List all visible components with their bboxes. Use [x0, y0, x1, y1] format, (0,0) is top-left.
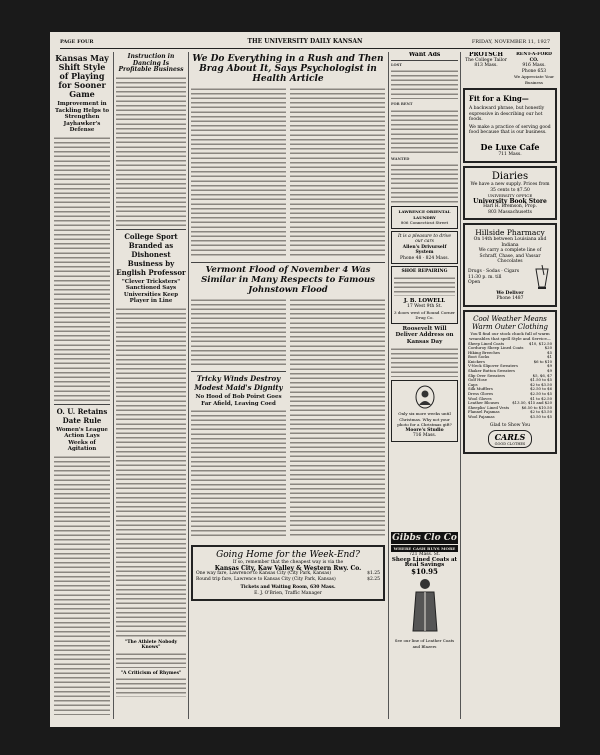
headline-winds: Tricky Winds Destroy Modest Maid's Dignity — [194, 374, 283, 392]
shoe-addr: 17 West 9th St. — [407, 304, 442, 310]
clothing-item-name: V-Neck Slipover Sweaters — [468, 363, 518, 369]
clothing-item-name: Dress Gloves — [468, 391, 494, 397]
article-text-2 — [54, 455, 110, 715]
headline-vermont: Vermont Flood of November 4 Was Similar in Many Respects to Famous Johnstown Flood — [201, 265, 375, 295]
clothing-item-name: Hiking Breeches — [468, 349, 500, 355]
headline-kansas: Kansas May Shift Style of Playing for Sooner Game — [55, 53, 109, 99]
cafe-text-2: We make a practice of serving good food because that is our business. — [469, 124, 551, 135]
protsch-addr: 813 Mass. — [474, 63, 498, 68]
pharmacy-phone: Phone 1487 — [496, 296, 524, 301]
article-text-3 — [116, 76, 186, 226]
clothing-item-price: $2.50 to $6 — [530, 386, 552, 392]
bookstore-owner: Harl H. Bremson, Prop. — [483, 204, 537, 209]
clothing-item-price: $13.50, $15 and $20 — [512, 400, 552, 406]
clothing-item-price: $3.50 to $5 — [530, 414, 552, 419]
headline-ou: O. U. Retains Date Rule — [56, 406, 108, 425]
laundry-addr: 806 Connecticut Street — [400, 220, 449, 226]
shoe-text — [394, 276, 455, 296]
notice-text-2 — [116, 677, 186, 697]
clothing-item-name: Golf Hose — [468, 377, 487, 383]
subhead-winds: No Hood of Bob Poirst Goes Far Afield, Leaving Coed — [195, 394, 282, 407]
headline-rush: We Do Everything in a Rush and Then Brag About It, Says Psychologist in Health Article — [192, 54, 384, 84]
carls-glad: Glad to Show You — [489, 422, 531, 428]
allen-phone: Phone 48 · 824 Mass. — [399, 255, 449, 261]
weather-sub: You'll find our stock chuck full of warm wearables that spell Style and Service— — [469, 330, 551, 341]
clothing-item-name: Corduroy Sheep Lined Coats — [468, 345, 524, 351]
clothing-item-price: $2 to $3.50 — [530, 409, 552, 415]
article-text-4 — [116, 307, 186, 637]
notice-text — [116, 652, 186, 668]
clothing-item — [468, 415, 552, 420]
sheep-price: $10.95 — [411, 566, 438, 576]
railway-ad-line: If so, remember that the cheapest way is via the — [232, 560, 344, 565]
clothing-item-name: Wool Pajamas — [468, 414, 495, 419]
pharmacy-deliver: We Deliver — [496, 290, 524, 296]
cafe-name: De Luxe Cafe — [480, 141, 540, 152]
laundry-name: LAWRENCE ORIENTAL LAUNDRY — [398, 209, 451, 220]
clothing-item-price: $2 to $3.50 — [530, 381, 552, 387]
allen-pleasure: It is a pleasure to drive our cars — [397, 233, 452, 245]
masthead — [60, 36, 550, 49]
page-number: PAGE FOUR — [60, 39, 94, 45]
gibbs-tagline: WHERE CASH BUYS MORE — [391, 545, 458, 552]
fare-round-trip-price: $2.25 — [367, 576, 380, 582]
pharmacy-ad — [463, 223, 557, 307]
laundry-ad — [391, 206, 458, 229]
railway-agent: E. J. O'Brien, Traffic Manager — [254, 590, 322, 596]
sheep-title: Sheep Lined Coats at Real Savings — [391, 556, 458, 568]
railway-ad-title: Going Home for the Week-End? — [216, 550, 360, 560]
bookstore-ad — [463, 166, 557, 220]
clothing-item-name: Boot Socks — [468, 354, 490, 360]
cafe-tagline: Fit for a King— — [469, 94, 529, 103]
clothing-item-name: Wool Gloves — [468, 395, 492, 401]
want-ads-lost-text — [391, 69, 458, 99]
want-ads-rent: FOR RENT — [391, 102, 413, 107]
clothing-item-name: Slip Over Sweaters — [468, 372, 506, 378]
cafe-ad — [463, 88, 557, 163]
notice-rhymes: "A Criticism of Rhymes" — [120, 670, 182, 676]
shoe-note: 3 doors west of Round Corner Drug Co. — [394, 309, 455, 321]
protsch-name: PROTSCH — [469, 52, 503, 58]
ford-sub: We Appreciate Your Business — [513, 74, 555, 85]
studio-ad — [391, 380, 458, 442]
railway-tickets: Tickets and Waiting Room, 630 Mass. — [240, 585, 336, 590]
portrait-icon — [415, 385, 435, 409]
pharmacy-line: We carry a complete line of — [478, 248, 542, 253]
bookstore-name: University Book Store — [473, 197, 547, 205]
diaries-office: UNIVERSITY OFFICE — [487, 193, 533, 198]
article-text-8 — [191, 409, 286, 539]
fare-one-way-price: $1.25 — [367, 571, 380, 576]
ford-addr: 916 Mass. — [522, 63, 546, 68]
headline-dancing: Instruction in Dancing Is Profitable Business — [118, 53, 184, 73]
railway-ad — [191, 545, 385, 601]
clothing-item-name: Caps — [468, 381, 478, 387]
gibbs-ad — [391, 532, 458, 649]
gibbs-banner: Gibbs Clo Co — [392, 533, 457, 543]
want-ads-rent-text — [391, 109, 458, 154]
article-text-5 — [191, 87, 286, 257]
column-1 — [54, 52, 110, 721]
fare-round-trip: Round trip fare, Lawrence to Kansas City (City Park, Kansas) — [196, 576, 336, 582]
article-text-10 — [391, 347, 458, 377]
clothing-item-price: $1.50 to $5 — [530, 377, 552, 383]
pharmacy-brands: Schraff, Chase, and Vassar Chocolates — [479, 253, 541, 264]
clothing-item-name: Knickers — [468, 358, 485, 364]
man-in-coat-icon — [410, 576, 440, 636]
column-5 — [463, 52, 557, 721]
clothing-item-name: Leather Blouses — [468, 400, 500, 406]
ford-phone: Phone 653 — [521, 68, 547, 74]
clothing-item-name: Flannel Pajamas — [468, 409, 500, 415]
studio-text: Only six more weeks until Christmas. Why not your photo for a Christmas gift? — [397, 411, 452, 428]
article-text-7 — [191, 298, 286, 368]
newspaper-page — [50, 32, 560, 727]
allen-ad — [391, 231, 458, 265]
cafe-text: A backward phrase, but honestly expressive in describing our hot foods. — [469, 106, 545, 122]
issue-date: FRIDAY, NOVEMBER 11, 1927 — [471, 39, 550, 45]
sheep-line: See our line of Leather Coats and Blazers — [394, 638, 455, 649]
article-text-6 — [290, 87, 385, 257]
shoe-title: SHOE REPAIRING — [401, 269, 448, 275]
studio-addr: 716 Mass. — [412, 433, 437, 439]
clothing-item-name: Sheeplin' Lined Vests — [468, 404, 510, 410]
headline-college-sport: College Sport Branded as Dishonest Business by English Professor — [116, 231, 186, 277]
railway-name: Kansas City, Kaw Valley & Western Rwy. Co. — [214, 564, 362, 572]
clothing-item-price: $6 to $10 — [533, 358, 552, 364]
clothing-item-name: Shaker Button Sweaters — [468, 368, 516, 374]
diaries-title: Diaries — [491, 171, 529, 182]
want-ads-wanted-text — [391, 163, 458, 203]
ford-name: RENT-A-FORD CO. — [516, 52, 552, 63]
bookstore-addr: 803 Massachusetts — [488, 209, 532, 215]
notice-athlete: "The Athlete Nobody Knows" — [124, 639, 178, 650]
column-3 — [191, 52, 385, 721]
carls-ad — [463, 310, 557, 455]
subhead-ou: Women's League Action Lays Weeks of Agitation — [56, 426, 108, 452]
fare-one-way: One way fare, Lawrence to Kansas City (City Park, Kansas) — [196, 571, 332, 576]
carls-logo: CARLS — [494, 432, 526, 443]
studio-name: Moore's Studio — [405, 427, 444, 433]
gibbs-addr: 721 Mass. St. — [408, 552, 441, 557]
pharmacy-open: Open — [468, 280, 481, 286]
article-text-9 — [290, 298, 385, 538]
shoe-ad — [391, 266, 458, 324]
headline-roosevelt: Roosevelt Will Deliver Address on Kansas Day — [395, 325, 454, 345]
diaries-sub: We have a new supply. Prices from 35 cents to $7.50 — [470, 182, 550, 193]
clothing-item-price: $9 — [547, 368, 552, 374]
article-text — [54, 136, 110, 401]
allen-name: Allen's Drivurself System — [402, 244, 447, 256]
want-ads-wanted: WANTED — [391, 156, 410, 161]
soda-glass-icon — [532, 265, 552, 291]
want-ads-title: Want Ads — [408, 52, 441, 58]
want-ads-lost: LOST — [391, 62, 402, 67]
clothing-item-price: $10, $12.50 — [529, 340, 552, 346]
clothing-item-price: $2.50 to $5 — [530, 391, 552, 397]
clothing-item-price: $1 — [547, 354, 552, 360]
clothing-item-price: $5, $6, $7 — [532, 372, 552, 378]
cafe-addr: 711 Mass. — [498, 151, 522, 157]
pharmacy-items: Drugs · Sodas · Cigars — [468, 269, 520, 275]
clothing-item-name: Silk Mufflers — [468, 386, 493, 392]
clothing-item-price: $6.50 to $10.50 — [521, 404, 552, 410]
weather-title: Cool Weather Means Warm Outer Clothing — [471, 314, 549, 331]
paper-name: THE UNIVERSITY DAILY KANSAN — [247, 38, 363, 45]
shoe-name: J. B. LOWELL — [403, 297, 446, 304]
pharmacy-loc: On 14th between Louisiana and Indiana — [473, 237, 547, 248]
carls-sub: GOOD CLOTHES — [494, 442, 526, 447]
pharmacy-name: Hillside Pharmacy — [475, 228, 545, 237]
clothing-item-price: $20 — [544, 345, 552, 351]
clothing-item-price: $5 — [547, 349, 552, 355]
pharmacy-hours: 11:30 p. m. till — [468, 274, 502, 280]
subhead-college-sport: "Clever Tricksters" Sanctioned Says Universities Keep Player in Line — [121, 278, 181, 304]
clothing-item-name: Sheep Lined Coats — [468, 340, 505, 346]
clothing-item-price: $1 to $2.50 — [530, 395, 552, 401]
protsch-sub: The College Tailor — [465, 57, 507, 63]
clothing-item-price: $9 — [547, 363, 552, 369]
clothing-list — [468, 342, 552, 420]
column-2 — [116, 52, 186, 721]
subhead-kansas: Improvement in Tackling Helps to Strengthen Jayhawker's Defense — [54, 101, 110, 133]
